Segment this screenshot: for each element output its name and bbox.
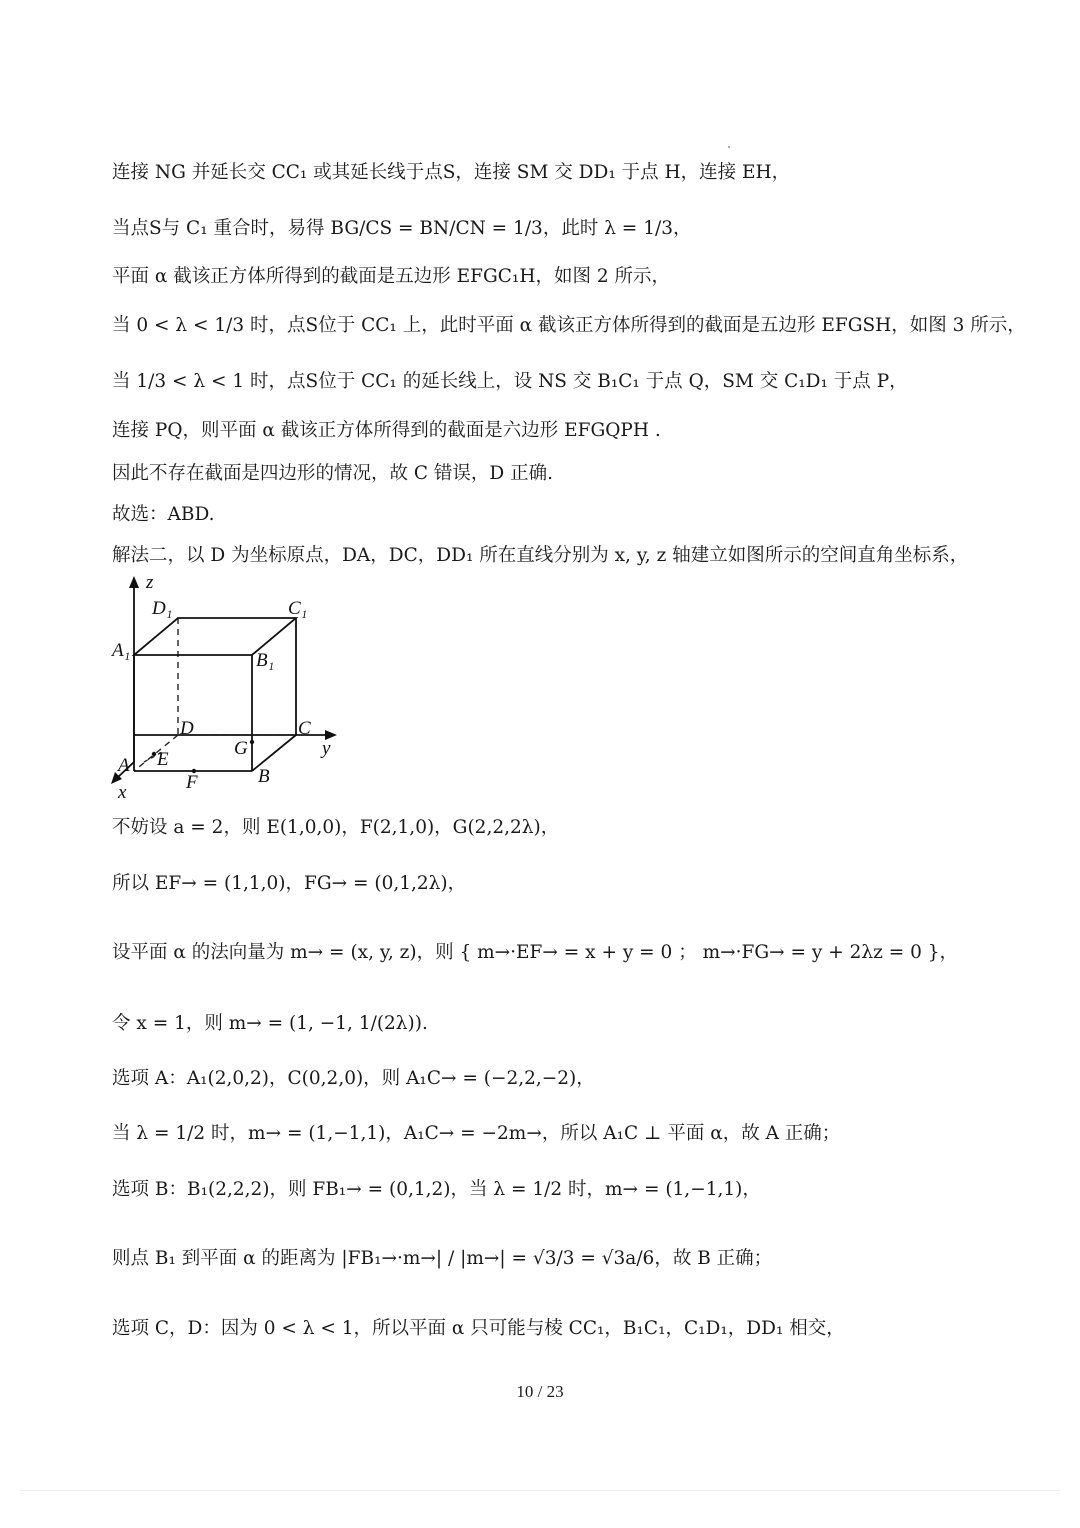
text-line-9: 解法二，以 D 为坐标原点，DA，DC，DD₁ 所在直线分别为 x, y, z 轴建立如图所示的空间直角坐标系， [112, 545, 969, 566]
label-y: y [322, 738, 331, 759]
text-line-6: 连接 PQ，则平面 α 截该正方体所得到的截面是六边形 EFGQPH . [112, 420, 661, 441]
text-line-7: 因此不存在截面是四边形的情况，故 C 错误，D 正确. [112, 463, 554, 484]
label-A: A [118, 755, 130, 776]
text-line-15: 当 λ = 1/2 时，m→ = (1,−1,1)，A₁C→ = −2m→，所以 A₁C ⊥ 平面 α，故 A 正确； [112, 1123, 841, 1144]
label-D: D [180, 718, 194, 739]
text-line-3: 平面 α 截该正方体所得到的截面是五边形 EFGC₁H，如图 2 所示， [112, 266, 670, 287]
coordinate-cube-figure [104, 572, 364, 804]
label-E: E [157, 749, 169, 770]
label-D1: D₁ [152, 598, 173, 619]
label-z: z [146, 572, 154, 593]
text-line-17: 则点 B₁ 到平面 α 的距离为 |FB₁→·m→| / |m→| = √3/3 = √3a/6，故 B 正确； [112, 1248, 773, 1269]
text-line-8: 故选：ABD. [112, 504, 215, 525]
page-number: 10 / 23 [516, 1382, 564, 1401]
text-line-11: 所以 EF→ = (1,1,0)，FG→ = (0,1,2λ)， [112, 873, 467, 894]
label-A1: A₁ [112, 640, 131, 661]
text-line-18: 选项 C，D：因为 0 < λ < 1，所以平面 α 只可能与棱 CC₁，B₁C₁，C₁D₁，DD₁ 相交， [112, 1318, 845, 1339]
label-x: x [118, 782, 127, 803]
label-B: B [258, 766, 270, 787]
text-line-5: 当 1/3 < λ < 1 时，点S位于 CC₁ 的延长线上，设 NS 交 B₁C₁ 于点 Q，SM 交 C₁D₁ 于点 P， [112, 371, 908, 392]
text-line-16: 选项 B：B₁(2,2,2)，则 FB₁→ = (0,1,2)，当 λ = 1/2 时，m→ = (1,−1,1)， [112, 1179, 761, 1200]
label-B1: B₁ [256, 650, 275, 671]
text-line-4: 当 0 < λ < 1/3 时，点S位于 CC₁ 上，此时平面 α 截该正方体所得到的截面是五边形 EFGSH，如图 3 所示， [112, 315, 1026, 336]
text-line-2: 当点S与 C₁ 重合时，易得 BG/CS = BN/CN = 1/3，此时 λ = 1/3， [112, 218, 692, 239]
bottom-divider [20, 1490, 1060, 1491]
text-line-13: 令 x = 1，则 m→ = (1, −1, 1/(2λ)). [112, 1013, 428, 1034]
text-line-12: 设平面 α 的法向量为 m→ = (x, y, z)，则 { m→·EF→ = x + y = 0 ； m→·FG→ = y + 2λz = 0 }， [112, 942, 959, 963]
text-line-10: 不妨设 a = 2，则 E(1,0,0)，F(2,1,0)，G(2,2,2λ)， [112, 817, 560, 838]
label-F: F [186, 772, 198, 793]
label-G: G [234, 738, 248, 759]
label-C: C [298, 718, 311, 739]
text-line-14: 选项 A：A₁(2,0,2)，C(0,2,0)，则 A₁C→ = (−2,2,−2)， [112, 1068, 595, 1089]
text-line-1: 连接 NG 并延长交 CC₁ 或其延长线于点S，连接 SM 交 DD₁ 于点 H，连接 EH， [112, 162, 791, 183]
scan-speck [728, 146, 730, 148]
label-C1: C₁ [288, 598, 308, 619]
